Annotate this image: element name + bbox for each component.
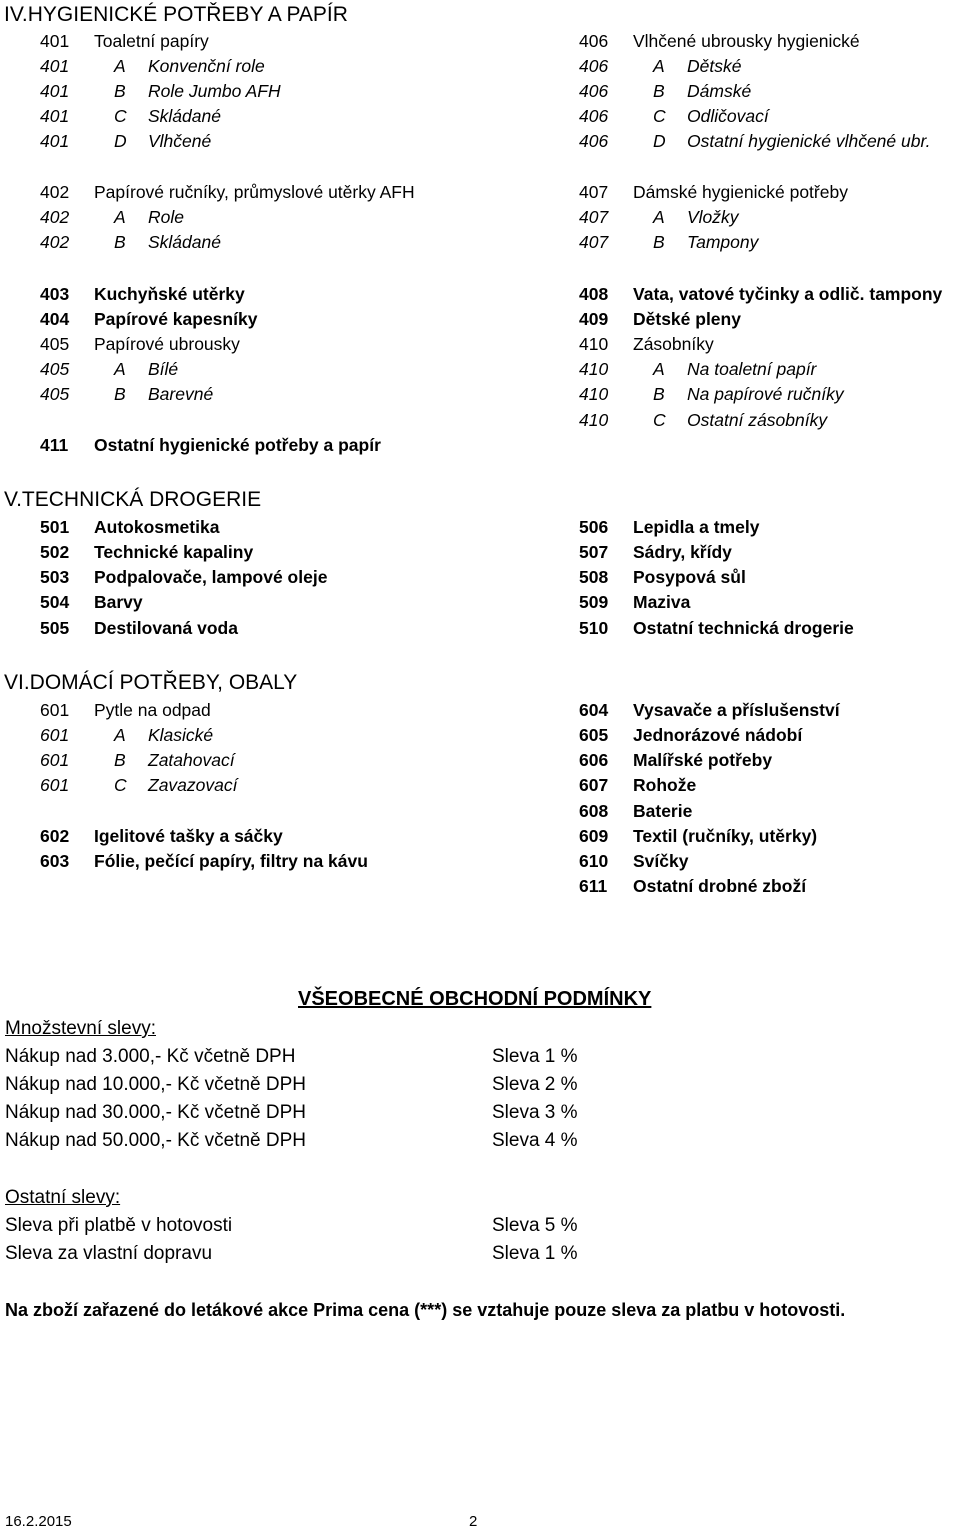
subcategory-row bbox=[579, 54, 959, 79]
quantity-discounts-heading: Množstevní slevy: bbox=[5, 1018, 156, 1039]
category-code: 502 bbox=[40, 542, 70, 562]
category-code: 507 bbox=[579, 542, 609, 562]
category-label: Technické kapaliny bbox=[94, 542, 254, 562]
category-row bbox=[579, 307, 959, 332]
subcategory-row bbox=[40, 357, 500, 382]
terms-title: VŠEOBECNÉ OBCHODNÍ PODMÍNKY bbox=[298, 988, 652, 1010]
category-code: 606 bbox=[579, 750, 609, 770]
category-code: 403 bbox=[40, 284, 70, 304]
category-row bbox=[579, 773, 959, 798]
category-label: Autokosmetika bbox=[94, 517, 220, 537]
quantity-discount-value: Sleva 2 % bbox=[492, 1074, 578, 1095]
category-row bbox=[40, 180, 500, 205]
category-code: 406 bbox=[579, 31, 609, 51]
other-discounts-heading: Ostatní slevy: bbox=[5, 1187, 121, 1208]
subcategory-letter: C bbox=[114, 775, 127, 795]
subcategory-letter: B bbox=[114, 750, 126, 770]
category-code: 407 bbox=[579, 232, 609, 252]
category-label: Papírové ručníky, průmyslové utěrky AFH bbox=[94, 182, 415, 202]
subcategory-label: Odličovací bbox=[687, 106, 769, 126]
category-code: 509 bbox=[579, 592, 609, 612]
category-label: Maziva bbox=[633, 592, 691, 612]
subcategory-letter: A bbox=[114, 207, 126, 227]
category-label: Jednorázové nádobí bbox=[633, 725, 803, 745]
subcategory-letter: A bbox=[653, 207, 665, 227]
subcategory-row bbox=[579, 79, 959, 104]
category-code: 407 bbox=[579, 207, 609, 227]
category-label: Rohože bbox=[633, 775, 697, 795]
category-code: 609 bbox=[579, 826, 609, 846]
category-row bbox=[579, 180, 959, 205]
category-code: 407 bbox=[579, 182, 609, 202]
subcategory-letter: C bbox=[653, 106, 666, 126]
category-label: Posypová sůl bbox=[633, 567, 746, 587]
category-code: 410 bbox=[579, 359, 609, 379]
subcategory-row bbox=[40, 129, 500, 154]
category-row bbox=[579, 824, 959, 849]
category-row bbox=[579, 29, 959, 54]
category-code: 410 bbox=[579, 410, 609, 430]
category-code: 601 bbox=[40, 700, 70, 720]
category-row bbox=[40, 307, 500, 332]
subcategory-letter: A bbox=[114, 725, 126, 745]
subcategory-row bbox=[40, 230, 500, 255]
category-code: 402 bbox=[40, 207, 70, 227]
category-code: 401 bbox=[40, 31, 70, 51]
section-title-technical: V.TECHNICKÁ DROGERIE bbox=[4, 488, 262, 511]
category-label: Vata, vatové tyčinky a odlič. tampony bbox=[633, 284, 943, 304]
subcategory-letter: B bbox=[653, 384, 665, 404]
category-code: 406 bbox=[579, 106, 609, 126]
subcategory-label: Role Jumbo AFH bbox=[148, 81, 281, 101]
category-row bbox=[40, 616, 500, 641]
category-row bbox=[579, 616, 959, 641]
category-row bbox=[40, 29, 500, 54]
category-code: 510 bbox=[579, 618, 609, 638]
category-code: 405 bbox=[40, 359, 70, 379]
quantity-discount-value: Sleva 1 % bbox=[492, 1046, 578, 1067]
subcategory-letter: D bbox=[114, 131, 127, 151]
category-row bbox=[579, 540, 959, 565]
subcategory-row bbox=[40, 79, 500, 104]
subcategory-label: Konvenční role bbox=[148, 56, 265, 76]
subcategory-letter: A bbox=[653, 56, 665, 76]
subcategory-letter: A bbox=[114, 359, 126, 379]
subcategory-label: Skládané bbox=[148, 232, 221, 252]
section-title-hygiene: IV.HYGIENICKÉ POTŘEBY A PAPÍR bbox=[4, 3, 348, 26]
category-row bbox=[579, 748, 959, 773]
subcategory-label: Skládané bbox=[148, 106, 221, 126]
subcategory-label: Barevné bbox=[148, 384, 214, 404]
category-code: 406 bbox=[579, 81, 609, 101]
category-code: 410 bbox=[579, 334, 609, 354]
subcategory-label: Dětské bbox=[687, 56, 742, 76]
category-code: 402 bbox=[40, 182, 70, 202]
category-label: Baterie bbox=[633, 801, 693, 821]
category-label: Zásobníky bbox=[633, 334, 714, 354]
subcategory-row bbox=[579, 408, 959, 433]
subcategory-label: Na toaletní papír bbox=[687, 359, 817, 379]
subcategory-row bbox=[40, 723, 500, 748]
subcategory-label: Dámské bbox=[687, 81, 752, 101]
category-code: 401 bbox=[40, 81, 70, 101]
category-code: 501 bbox=[40, 517, 70, 537]
subcategory-letter: B bbox=[653, 81, 665, 101]
category-label: Malířské potřeby bbox=[633, 750, 773, 770]
category-row bbox=[40, 515, 500, 540]
category-row bbox=[40, 565, 500, 590]
subcategory-label: Role bbox=[148, 207, 184, 227]
quantity-discount-value: Sleva 3 % bbox=[492, 1102, 578, 1123]
subcategory-label: Bílé bbox=[148, 359, 179, 379]
category-label: Kuchyňské utěrky bbox=[94, 284, 245, 304]
category-label: Lepidla a tmely bbox=[633, 517, 760, 537]
category-row bbox=[40, 540, 500, 565]
category-label: Textil (ručníky, utěrky) bbox=[633, 826, 818, 846]
category-code: 607 bbox=[579, 775, 609, 795]
category-row bbox=[579, 799, 959, 824]
subcategory-label: Na papírové ručníky bbox=[687, 384, 844, 404]
category-row bbox=[579, 590, 959, 615]
quantity-discount-value: Sleva 4 % bbox=[492, 1130, 578, 1151]
category-code: 508 bbox=[579, 567, 609, 587]
subcategory-row bbox=[40, 205, 500, 230]
category-code: 601 bbox=[40, 775, 70, 795]
category-label: Papírové ubrousky bbox=[94, 334, 240, 354]
subcategory-label: Zatahovací bbox=[148, 750, 235, 770]
category-label: Papírové kapesníky bbox=[94, 309, 258, 329]
category-code: 506 bbox=[579, 517, 609, 537]
category-label: Fólie, pečící papíry, filtry na kávu bbox=[94, 851, 368, 871]
subcategory-letter: A bbox=[114, 56, 126, 76]
category-row bbox=[579, 515, 959, 540]
subcategory-row bbox=[579, 357, 959, 382]
subcategory-letter: C bbox=[114, 106, 127, 126]
subcategory-row bbox=[40, 382, 500, 407]
category-label: Sádry, křídy bbox=[633, 542, 732, 562]
category-label: Ostatní hygienické potřeby a papír bbox=[94, 435, 381, 455]
quantity-discount-text: Nákup nad 10.000,- Kč včetně DPH bbox=[5, 1074, 307, 1095]
subcategory-row bbox=[40, 773, 500, 798]
subcategory-label: Ostatní hygienické vlhčené ubr. bbox=[687, 131, 931, 151]
subcategory-row bbox=[579, 205, 959, 230]
category-code: 504 bbox=[40, 592, 70, 612]
subcategory-row bbox=[40, 54, 500, 79]
quantity-discount-text: Nákup nad 50.000,- Kč včetně DPH bbox=[5, 1130, 307, 1151]
category-label: Igelitové tašky a sáčky bbox=[94, 826, 283, 846]
category-code: 401 bbox=[40, 56, 70, 76]
footer-date: 16.2.2015 bbox=[5, 1513, 72, 1530]
category-row bbox=[40, 849, 500, 874]
category-label: Dámské hygienické potřeby bbox=[633, 182, 848, 202]
category-code: 406 bbox=[579, 56, 609, 76]
category-code: 611 bbox=[579, 876, 608, 896]
subcategory-letter: B bbox=[114, 232, 126, 252]
subcategory-label: Ostatní zásobníky bbox=[687, 410, 828, 430]
category-label: Ostatní drobné zboží bbox=[633, 876, 807, 896]
subcategory-row bbox=[579, 230, 959, 255]
category-row bbox=[579, 723, 959, 748]
category-row bbox=[579, 698, 959, 723]
subcategory-label: Vlhčené bbox=[148, 131, 212, 151]
subcategory-label: Klasické bbox=[148, 725, 214, 745]
subcategory-row bbox=[40, 104, 500, 129]
subcategory-letter: D bbox=[653, 131, 666, 151]
category-code: 601 bbox=[40, 725, 70, 745]
category-label: Vysavače a příslušenství bbox=[633, 700, 840, 720]
category-code: 409 bbox=[579, 309, 609, 329]
category-row bbox=[40, 590, 500, 615]
category-code: 404 bbox=[40, 309, 70, 329]
subcategory-letter: A bbox=[653, 359, 665, 379]
category-code: 406 bbox=[579, 131, 609, 151]
subcategory-label: Tampony bbox=[687, 232, 759, 252]
category-label: Ostatní technická drogerie bbox=[633, 618, 854, 638]
category-label: Barvy bbox=[94, 592, 143, 612]
category-label: Toaletní papíry bbox=[94, 31, 209, 51]
category-row bbox=[40, 698, 500, 723]
category-label: Podpalovače, lampové oleje bbox=[94, 567, 328, 587]
category-code: 408 bbox=[579, 284, 609, 304]
category-code: 605 bbox=[579, 725, 609, 745]
subcategory-letter: B bbox=[114, 384, 126, 404]
category-code: 505 bbox=[40, 618, 70, 638]
subcategory-row bbox=[579, 104, 959, 129]
subcategory-label: Zavazovací bbox=[148, 775, 238, 795]
category-label: Pytle na odpad bbox=[94, 700, 211, 720]
subcategory-row bbox=[579, 382, 959, 407]
category-code: 604 bbox=[579, 700, 609, 720]
category-code: 401 bbox=[40, 106, 70, 126]
category-row bbox=[40, 282, 500, 307]
category-code: 401 bbox=[40, 131, 70, 151]
subcategory-label: Vložky bbox=[687, 207, 739, 227]
subcategory-row bbox=[579, 129, 959, 154]
category-code: 503 bbox=[40, 567, 70, 587]
subcategory-row bbox=[40, 748, 500, 773]
subcategory-letter: B bbox=[653, 232, 665, 252]
other-discount-value: Sleva 5 % bbox=[492, 1215, 578, 1236]
category-code: 602 bbox=[40, 826, 70, 846]
subcategory-letter: C bbox=[653, 410, 666, 430]
category-code: 405 bbox=[40, 334, 70, 354]
section-title-household: VI.DOMÁCÍ POTŘEBY, OBALY bbox=[4, 671, 298, 694]
category-label: Vlhčené ubrousky hygienické bbox=[633, 31, 860, 51]
other-discount-text: Sleva při platbě v hotovosti bbox=[5, 1215, 233, 1236]
terms-note: Na zboží zařazené do letákové akce Prima cena (***) se vztahuje pouze sleva za platbu v hotovosti. bbox=[5, 1300, 846, 1320]
category-row bbox=[579, 332, 959, 357]
category-row bbox=[579, 874, 959, 899]
other-discount-value: Sleva 1 % bbox=[492, 1243, 578, 1264]
category-row bbox=[579, 849, 959, 874]
subcategory-letter: B bbox=[114, 81, 126, 101]
category-row bbox=[579, 282, 959, 307]
category-code: 405 bbox=[40, 384, 70, 404]
category-row bbox=[40, 332, 500, 357]
category-row bbox=[40, 824, 500, 849]
page-number: 2 bbox=[469, 1513, 478, 1530]
category-code: 608 bbox=[579, 801, 609, 821]
category-code: 410 bbox=[579, 384, 609, 404]
category-row bbox=[579, 565, 959, 590]
other-discount-text: Sleva za vlastní dopravu bbox=[5, 1243, 213, 1264]
category-label: Destilovaná voda bbox=[94, 618, 238, 638]
category-code: 603 bbox=[40, 851, 70, 871]
category-code: 411 bbox=[40, 435, 69, 455]
category-code: 601 bbox=[40, 750, 70, 770]
category-code: 402 bbox=[40, 232, 70, 252]
category-label: Svíčky bbox=[633, 851, 689, 871]
quantity-discount-text: Nákup nad 3.000,- Kč včetně DPH bbox=[5, 1046, 296, 1067]
category-row bbox=[40, 433, 500, 458]
category-code: 610 bbox=[579, 851, 609, 871]
category-label: Dětské pleny bbox=[633, 309, 741, 329]
quantity-discount-text: Nákup nad 30.000,- Kč včetně DPH bbox=[5, 1102, 307, 1123]
